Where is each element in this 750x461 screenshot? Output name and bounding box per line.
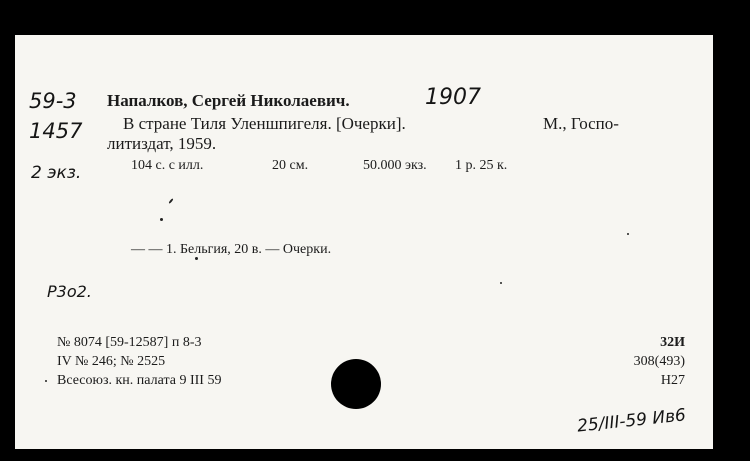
print-run: 50.000 экз.	[363, 158, 427, 173]
physical-description: 104 с. с илл.	[131, 158, 204, 173]
footer-left-line-3: Всесоюз. кн. палата 9 III 59	[57, 373, 222, 388]
author-heading: Напалков, Сергей Николаевич.	[107, 91, 350, 110]
scan-speck	[160, 218, 163, 221]
book-size: 20 см.	[272, 158, 309, 173]
handwritten-stamp-code: Р3о2.	[47, 282, 92, 301]
footer-right-line-1: 32И	[660, 335, 685, 350]
scan-speck	[195, 257, 198, 260]
footer-left-line-2: IV № 246; № 2525	[57, 354, 166, 369]
scan-speck	[168, 198, 173, 204]
scan-speck	[45, 380, 47, 382]
handwritten-copies: 2 экз.	[31, 163, 82, 183]
subject-heading: — — 1. Бельгия, 20 в. — Очерки.	[131, 242, 332, 257]
scan-speck	[500, 282, 502, 284]
handwritten-class-number: 59-3	[29, 89, 77, 113]
publication-place: М., Госпо-	[543, 114, 619, 133]
book-title: В стране Тиля Уленшпигеля. [Очерки].	[123, 114, 406, 133]
scan-speck	[627, 233, 629, 235]
price: 1 р. 25 к.	[455, 158, 508, 173]
footer-right-line-3: Н27	[660, 373, 685, 388]
footer-right-line-2: 308(493)	[633, 354, 685, 369]
publisher-year: литиздат, 1959.	[107, 134, 217, 153]
handwritten-inventory-number: 1457	[29, 119, 83, 143]
card-punch-hole	[331, 359, 381, 409]
footer-left-line-1: № 8074 [59-12587] п 8-3	[57, 335, 202, 350]
handwritten-birth-year: 1907	[425, 85, 481, 110]
handwritten-date-signature: 25/III-59 Ив6	[576, 405, 687, 437]
